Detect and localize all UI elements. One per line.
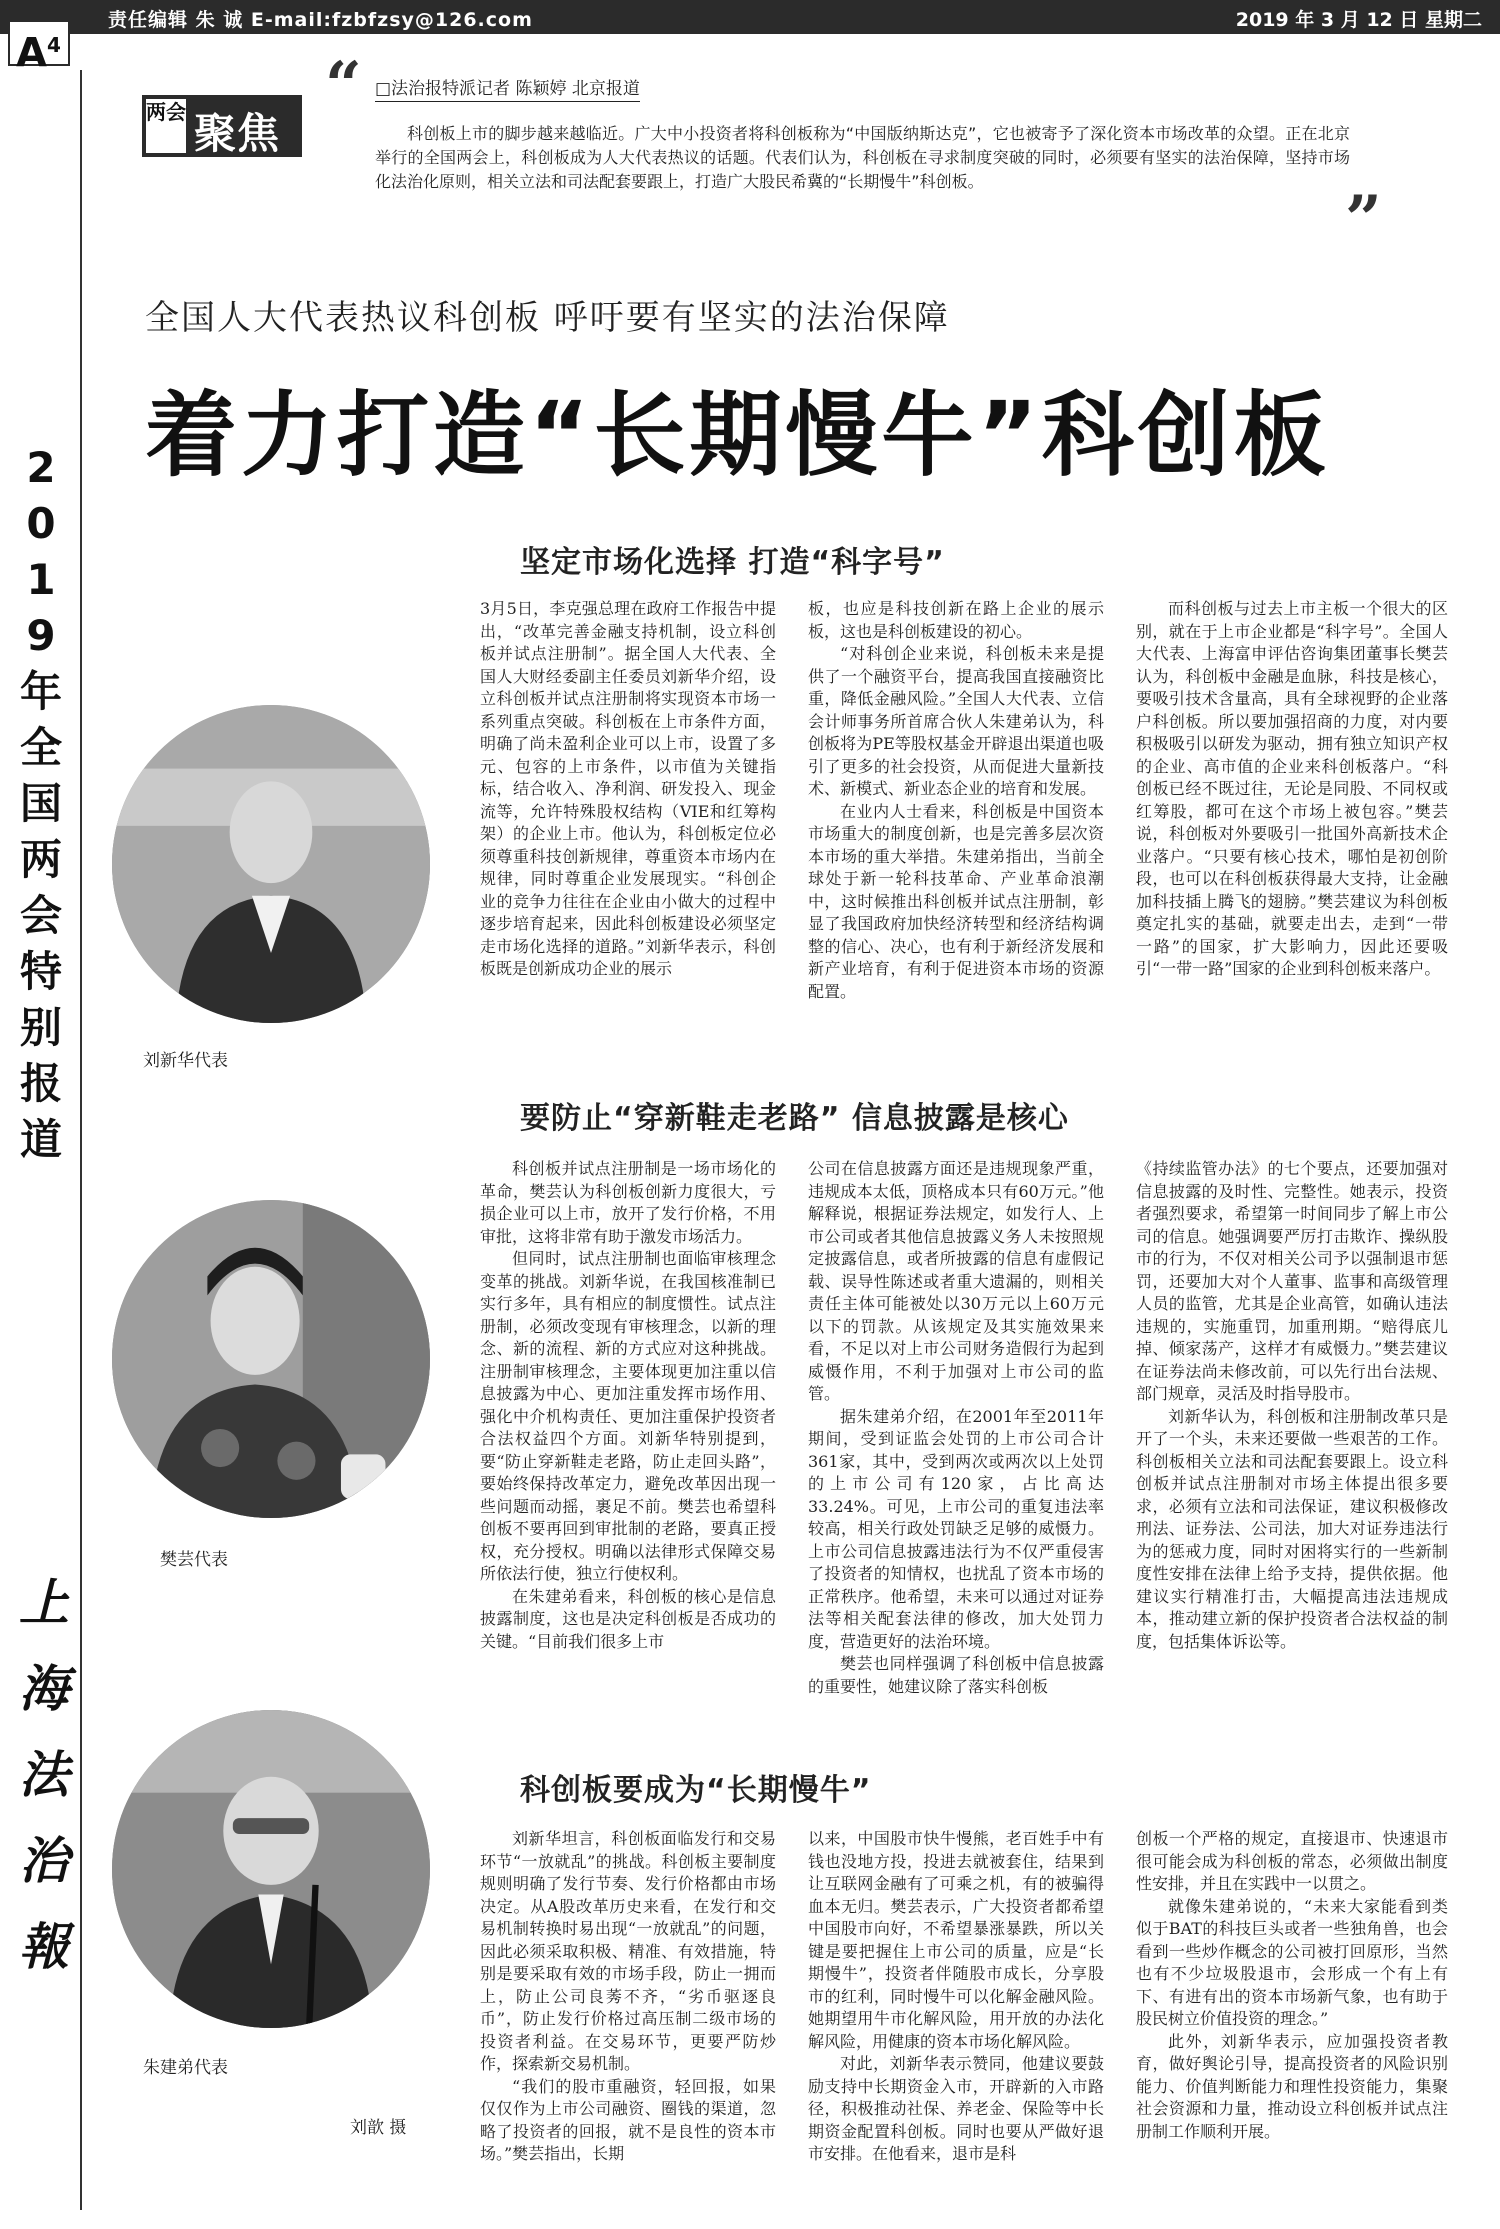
- paragraph: 此外，刘新华表示，应加强投资者教育，做好舆论引导，提高投资者的风险识别能力、价值判断能力和理性投资能力，集聚社会资源和力量，推动设立科创板并试点注册制工作顺利开展。: [1136, 2031, 1448, 2141]
- photo-caption-3: 朱建弟代表: [143, 2058, 228, 2078]
- byline: □法治报特派记者 陈颖婷 北京报道: [375, 74, 640, 102]
- section-3-column-3: [1136, 1828, 1448, 2143]
- paragraph: 创板一个严格的规定，直接退市、快速退市很可能会成为科创板的常态，必须做出制度性安排，并且在实践中一以贯之。: [1136, 1829, 1448, 1893]
- section-1-column-3: [1136, 598, 1448, 981]
- kicker-headline: 全国人大代表热议科创板 呼吁要有坚实的法治保障: [145, 298, 950, 338]
- paper-name-char: 上: [19, 1573, 69, 1632]
- paper-name-char: 法: [19, 1745, 69, 1804]
- open-quote-icon: “: [325, 48, 362, 123]
- vertical-char: 0: [26, 499, 56, 548]
- paragraph: 但同时，试点注册制也面临审核理念变革的挑战。刘新华说，在我国核准制已实行多年，具有相应的制度惯性。试点注册制，必须改变现有审核理念，以新的理念、新的流程、新的方式应对这种挑战。注册制审核理念，主要体现更加注重以信息披露为中心、更加注重发挥市场作用、强化中介机构责任、更加注重保护投资者合法权益四个方面。刘新华特别提到，要“防止穿新鞋走老路，防止走回头路”，要始终保持改革定力，避免改革因出现一些问题而动摇，裹足不前。樊芸也希望科创板不要再回到审批制的老路，要真正授权，充分授权。明确以法律形式保障交易所依法行使，独立行使权利。: [480, 1249, 776, 1583]
- paragraph: “我们的股市重融资，轻回报，如果仅仅作为上市公司融资、圈钱的渠道，忽略了投资者的回报，就不是良性的资本市场。”樊芸指出，长期: [480, 2076, 776, 2163]
- portrait-photo-1: [112, 705, 430, 1023]
- left-divider-line: [80, 70, 82, 2210]
- section-3-column-2: [808, 1828, 1104, 2166]
- page-number-mark: [8, 20, 70, 77]
- section-1-column-1: [480, 598, 776, 981]
- paper-name-char: 海: [19, 1659, 69, 1718]
- paragraph: 据朱建弟介绍，在2001年至2011年期间，受到证监会处罚的上市公司合计361家，其中，受到两次或两次以上处罚的上市公司有120家，占比高达33.24%。可见，上市公司的重复违法率较高，相关行政处罚缺乏足够的威慑力。上市公司信息披露违法行为不仅严重侵害了投资者的知情权，也扰乱了资本市场的正常秩序。他希望，未来可以通过对证券法等相关配套法律的修改，加大处罚力度，营造更好的法治环境。: [808, 1406, 1104, 1651]
- person-silhouette-icon: [112, 705, 430, 1023]
- portrait-photo-3: [112, 1710, 430, 2028]
- paragraph: 樊芸也同样强调了科创板中信息披露的重要性，她建议除了落实科创板: [808, 1654, 1104, 1696]
- page-letter: A: [16, 30, 47, 77]
- paper-name-char: 報: [19, 1917, 69, 1976]
- vertical-char: 道: [19, 1115, 62, 1164]
- paragraph: 而科创板与过去上市主板一个很大的区别，就在于上市企业都是“科字号”。全国人大代表、上海富申评估咨询集团董事长樊芸认为，科创板中金融是血脉，科技是核心，要吸引技术含量高，具有全球视野的企业落户科创板。所以要加强招商的力度，对内要积极吸引以研发为驱动，拥有独立知识产权的企业、高市值的企业来科创板落户。“科创板已经不既过往，无论是同股、不同权或红筹股，都可在这个市场上被包容。”樊芸说，科创板对外要吸引一批国外高新技术企业落户。“只要有核心技术，哪怕是初创阶段，也可以在科创板获得最大支持，让金融加科技插上腾飞的翅膀。”樊芸建议为科创板奠定扎实的基础，就要走出去，走到“一带一路”的国家，扩大影响力，因此还要吸引“一带一路”国家的企业到科创板来落户。: [1136, 599, 1448, 978]
- vertical-char: 年: [19, 667, 62, 716]
- paragraph: 板，也应是科技创新在路上企业的展示板，这也是科创板建设的初心。: [808, 599, 1104, 641]
- editor-info: 责任编辑 朱 诚 E-mail:fzbfzsy@126.com: [108, 9, 533, 31]
- photo-credit: 刘歆 摄: [350, 2118, 407, 2138]
- vertical-char: 报: [19, 1059, 62, 1108]
- paragraph: 3月5日，李克强总理在政府工作报告中提出，“改革完善金融支持机制，设立科创板并试点注册制”。据全国人大代表、全国人大财经委副主任委员刘新华介绍，设立科创板并试点注册制将实现资本市场一系列重点突破。科创板在上市条件方面，明确了尚未盈利企业可以上市，设置了多元、包容的上市条件，以市值为关键指标，结合收入、净利润、研发投入、现金流等，允许特殊股权结构（VIE和红筹构架）的企业上市。他认为，科创板定位必须尊重科技创新规律，尊重资本市场内在规律，同时尊重企业发展现实。“科创企业的竞争力往往在企业由小做大的过程中逐步培育起来，因此科创板建设必须坚定走市场化选择的道路。”刘新华表示，科创板既是创新成功企业的展示: [480, 599, 776, 978]
- focus-badge: [142, 95, 302, 157]
- section-3-column-1: [480, 1828, 776, 2166]
- section-2-column-2: [808, 1158, 1104, 1698]
- newspaper-name-vertical: [14, 1560, 74, 1990]
- subhead-2: 要防止“穿新鞋走老路” 信息披露是核心: [520, 1101, 1069, 1136]
- issue-date: 2019 年 3 月 12 日 星期二: [1235, 9, 1482, 31]
- paragraph: 就像朱建弟说的，“未来大家能看到类似于BAT的科技巨头或者一些独角兽，也会看到一些炒作概念的公司被打回原形，当然也有不少垃圾股退市，会形成一个有上有下、有进有出的资本市场新气象，也有助于股民树立价值投资的理念。”: [1136, 1896, 1448, 2028]
- main-headline: 着力打造“长期慢牛”科创板: [145, 382, 1330, 489]
- vertical-char: 9: [26, 611, 56, 660]
- paragraph: 刘新华认为，科创板和注册制改革只是开了一个头，未来还要做一些艰苦的工作。科创板相关立法和司法配套要跟上。设立科创板并试点注册制对市场主体提出很多要求，必须有立法和司法保证，建议积极修改刑法、证券法、公司法，加大对证券违法行为的惩戒力度，同时对困将实行的一些新制度性安排在法律上给予支持，提供依据。他建议实行精准打击，大幅提高违法违规成本，推动建立新的保护投资者合法权益的制度，包括集体诉讼等。: [1136, 1406, 1448, 1651]
- vertical-char: 两: [19, 835, 62, 884]
- header-bar: [0, 0, 1500, 34]
- badge-big-label: 聚焦: [194, 109, 281, 158]
- paragraph: 刘新华坦言，科创板面临发行和交易环节“一放就乱”的挑战。科创板主要制度规则明确了发行节奏、发行价格都由市场决定。从A股改革历史来看，在发行和交易机制转换时易出现“一放就乱”的问题，因此必须采取积极、精准、有效措施，特别是要采取有效的市场手段，防止一拥而上，防止公司良莠不齐，“劣币驱逐良币”，防止发行价格过高压制二级市场的投资者利益。在交易环节，更要严防炒作，探索新交易机制。: [480, 1829, 776, 2073]
- vertical-char: 1: [26, 555, 56, 604]
- person-silhouette-icon: [112, 1710, 430, 2028]
- vertical-char: 全: [19, 723, 62, 772]
- section-1-column-2: [808, 598, 1104, 1003]
- vertical-char: 会: [19, 891, 62, 940]
- portrait-photo-2: [112, 1200, 430, 1518]
- paragraph: 对此，刘新华表示赞同，他建议要鼓励支持中长期资金入市，开辟新的入市路径，积极推动社保、养老金、保险等中长期资金配置科创板。同时也要从严做好退市安排。在他看来，退市是科: [808, 2054, 1104, 2163]
- paper-name-char: 治: [19, 1831, 69, 1890]
- vertical-special-report-label: [10, 440, 72, 1168]
- photo-caption-1: 刘新华代表: [143, 1051, 228, 1071]
- paragraph: 在朱建弟看来，科创板的核心是信息披露制度，这也是决定科创板是否成功的关键。“目前我们很多上市: [480, 1586, 776, 1651]
- vertical-char: 国: [19, 779, 62, 828]
- page-num: 4: [46, 33, 61, 57]
- paragraph: 在业内人士看来，科创板是中国资本市场重大的制度创新，也是完善多层次资本市场的重大举措。朱建弟指出，当前全球处于新一轮科技革命、产业革命浪潮中，这时候推出科创板并试点注册制，彰显了我国政府加快经济转型和经济结构调整的信心、决心，也有利于新经济发展和新产业培育，有利于促进资本市场的资源配置。: [808, 801, 1104, 1001]
- paragraph: 以来，中国股市快牛慢熊，老百姓手中有钱也没地方投，投进去就被套住，结果到让互联网金融有了可乘之机，有的被骗得血本无归。樊芸表示，广大投资者都希望中国股市向好，不希望暴涨暴跌，所以关键是要把握住上市公司的质量，应是“长期慢牛”，投资者伴随股市成长，分享股市的红利，同时慢牛可以化解金融风险。她期望用牛市化解风险，用开放的办法化解风险，用健康的资本市场化解风险。: [808, 1829, 1104, 2051]
- vertical-char: 特: [19, 947, 62, 996]
- photo-caption-2: 樊芸代表: [160, 1550, 228, 1570]
- paragraph: 公司在信息披露方面还是违规现象严重，违规成本太低，顶格成本只有60万元。”他解释说，根据证券法规定，如发行人、上市公司或者其他信息披露义务人未按照规定披露信息，或者所披露的信息有虚假记载、误导性陈述或者重大遗漏的，则相关责任主体可能被处以30万元以上60万元以下的罚款。从该规定及其实施效果来看，不足以对上市公司财务造假行为起到威慑作用，不利于加强对上市公司的监管。: [808, 1159, 1104, 1403]
- paragraph: “对科创企业来说，科创板未来是提供了一个融资平台，提高我国直接融资比重，降低金融风险。”全国人大代表、立信会计师事务所首席合伙人朱建弟认为，科创板将为PE等股权基金开辟退出渠道也吸引了更多的社会投资，从而促进大量新技术、新模式、新业态企业的培育和发展。: [808, 644, 1104, 798]
- close-quote-icon: ”: [1345, 182, 1382, 257]
- subhead-1: 坚定市场化选择 打造“科字号”: [520, 545, 945, 580]
- subhead-3: 科创板要成为“长期慢牛”: [520, 1773, 872, 1808]
- paragraph: 《持续监管办法》的七个要点，还要加强对信息披露的及时性、完整性。她表示，投资者强烈要求，希望第一时间同步了解上市公司的信息。她强调要严厉打击欺诈、操纵股市的行为，不仅对相关公司予以强制退市惩罚，还要加大对个人董事、监事和高级管理人员的监管，尤其是企业高管，如确认违法违规的，实施重罚，加重刑期。“赔得底儿掉、倾家荡产，这样才有威慑力。”樊芸建议在证券法尚未修改前，可以先行出台法规、部门规章，灵活及时指导股市。: [1136, 1159, 1448, 1403]
- person-silhouette-icon: [112, 1200, 430, 1518]
- section-2-column-3: [1136, 1158, 1448, 1653]
- badge-small-label: 两会: [146, 99, 186, 153]
- lead-paragraph: 科创板上市的脚步越来越临近。广大中小投资者将科创板称为“中国版纳斯达克”，它也被寄予了深化资本市场改革的众望。正在北京举行的全国两会上，科创板成为人大代表热议的话题。代表们认为，科创板在寻求制度突破的同时，必须要有坚实的法治保障，坚持市场化法治化原则，相关立法和司法配套要跟上，打造广大股民希冀的“长期慢牛”科创板。: [375, 124, 1350, 191]
- vertical-char: 别: [19, 1003, 62, 1052]
- section-2-column-1: [480, 1158, 776, 1653]
- paragraph: 科创板并试点注册制是一场市场化的革命，樊芸认为科创板创新力度很大，亏损企业可以上市，放开了发行价格，不用审批，这将非常有助于激发市场活力。: [480, 1159, 776, 1246]
- vertical-char: 2: [26, 443, 56, 492]
